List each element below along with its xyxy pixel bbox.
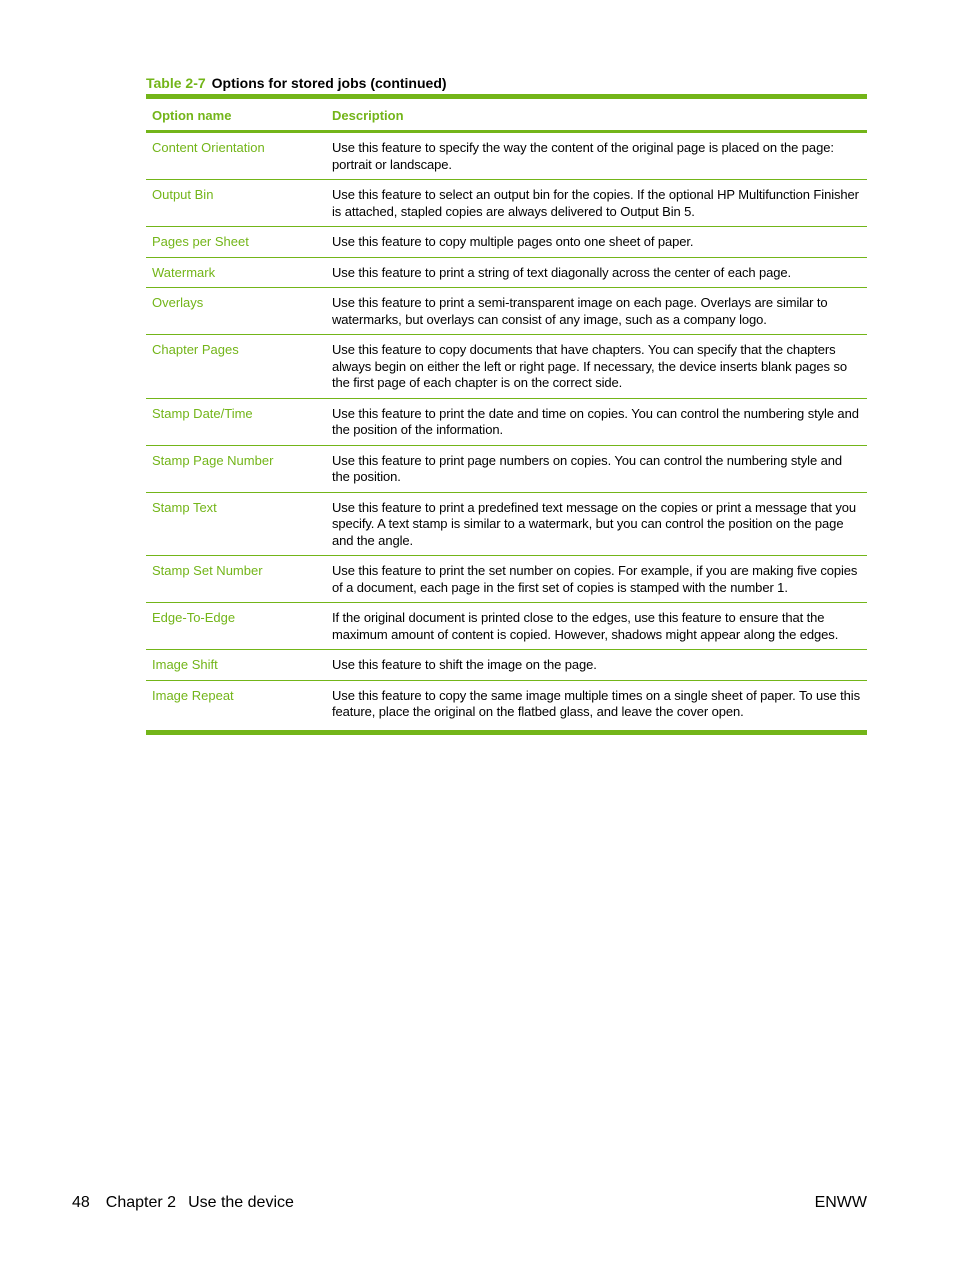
table-row — [146, 257, 867, 288]
option-name: Edge-To-Edge — [146, 603, 326, 650]
option-name: Chapter Pages — [146, 335, 326, 399]
option-name: Overlays — [146, 288, 326, 335]
page-footer-right: ENWW — [814, 1194, 867, 1211]
header-option-name: Option name — [146, 97, 326, 132]
chapter-title: Use the device — [188, 1194, 294, 1211]
table-row — [146, 132, 867, 180]
option-description: Use this feature to copy multiple pages onto one sheet of paper. — [326, 227, 867, 258]
option-name: Stamp Page Number — [146, 445, 326, 492]
table-header-row — [146, 97, 867, 132]
table-row — [146, 603, 867, 650]
chapter-label: Chapter 2 — [105, 1194, 177, 1211]
table-row — [146, 227, 867, 258]
option-description: Use this feature to select an output bin for the copies. If the optional HP Multifunction Finisher is attached, stapled copies are always delivered to Output Bin 5. — [326, 180, 867, 227]
option-name: Content Orientation — [146, 132, 326, 180]
option-description: Use this feature to shift the image on the page. — [326, 650, 867, 681]
option-description: Use this feature to print page numbers on copies. You can control the numbering style and the position. — [326, 445, 867, 492]
table-row — [146, 680, 867, 732]
page-footer-left — [72, 1193, 294, 1213]
option-description: Use this feature to copy documents that have chapters. You can specify that the chapters always begin on either the left or right page. If necessary, the device inserts blank pages so the first page of each chapter is on the correct side. — [326, 335, 867, 399]
option-description: Use this feature to print the set number on copies. For example, if you are making five copies of a document, each page in the first set of copies is stamped with the number 1. — [326, 556, 867, 603]
table-row — [146, 556, 867, 603]
option-name: Pages per Sheet — [146, 227, 326, 258]
table-caption — [146, 74, 447, 92]
option-name: Image Shift — [146, 650, 326, 681]
table-row — [146, 650, 867, 681]
page-number: 48 — [72, 1194, 90, 1211]
option-name: Image Repeat — [152, 687, 234, 703]
table-row — [146, 180, 867, 227]
option-name: Output Bin — [146, 180, 326, 227]
table-row — [146, 335, 867, 399]
option-description: Use this feature to print the date and time on copies. You can control the numbering style and the position of the information. — [326, 398, 867, 445]
option-description: Use this feature to print a predefined text message on the copies or print a message that you specify. A text stamp is similar to a watermark, but you can control the position on the page and the angle. — [326, 492, 867, 556]
option-description: Use this feature to print a semi-transparent image on each page. Overlays are similar to watermarks, but overlays can consist of any image, such as a company logo. — [326, 288, 867, 335]
option-description: Use this feature to print a string of text diagonally across the center of each page. — [326, 257, 867, 288]
header-description: Description — [326, 97, 867, 132]
options-table — [146, 94, 867, 735]
table-row — [146, 445, 867, 492]
option-name: Stamp Date/Time — [146, 398, 326, 445]
option-name: Watermark — [146, 257, 326, 288]
table-title: Options for stored jobs (continued) — [211, 75, 447, 91]
table-row — [146, 288, 867, 335]
option-name: Stamp Set Number — [146, 556, 326, 603]
table-row — [146, 492, 867, 556]
table-row — [146, 398, 867, 445]
option-name: Stamp Text — [146, 492, 326, 556]
table-number: Table 2-7 — [146, 75, 206, 91]
option-description: Use this feature to copy the same image multiple times on a single sheet of paper. To use this feature, place the original on the flatbed glass, and leave the cover open. — [332, 687, 860, 719]
option-description: Use this feature to specify the way the content of the original page is placed on the page: portrait or landscape. — [326, 132, 867, 180]
option-description: If the original document is printed close to the edges, use this feature to ensure that the maximum amount of content is copied. However, shadows might appear along the edges. — [326, 603, 867, 650]
